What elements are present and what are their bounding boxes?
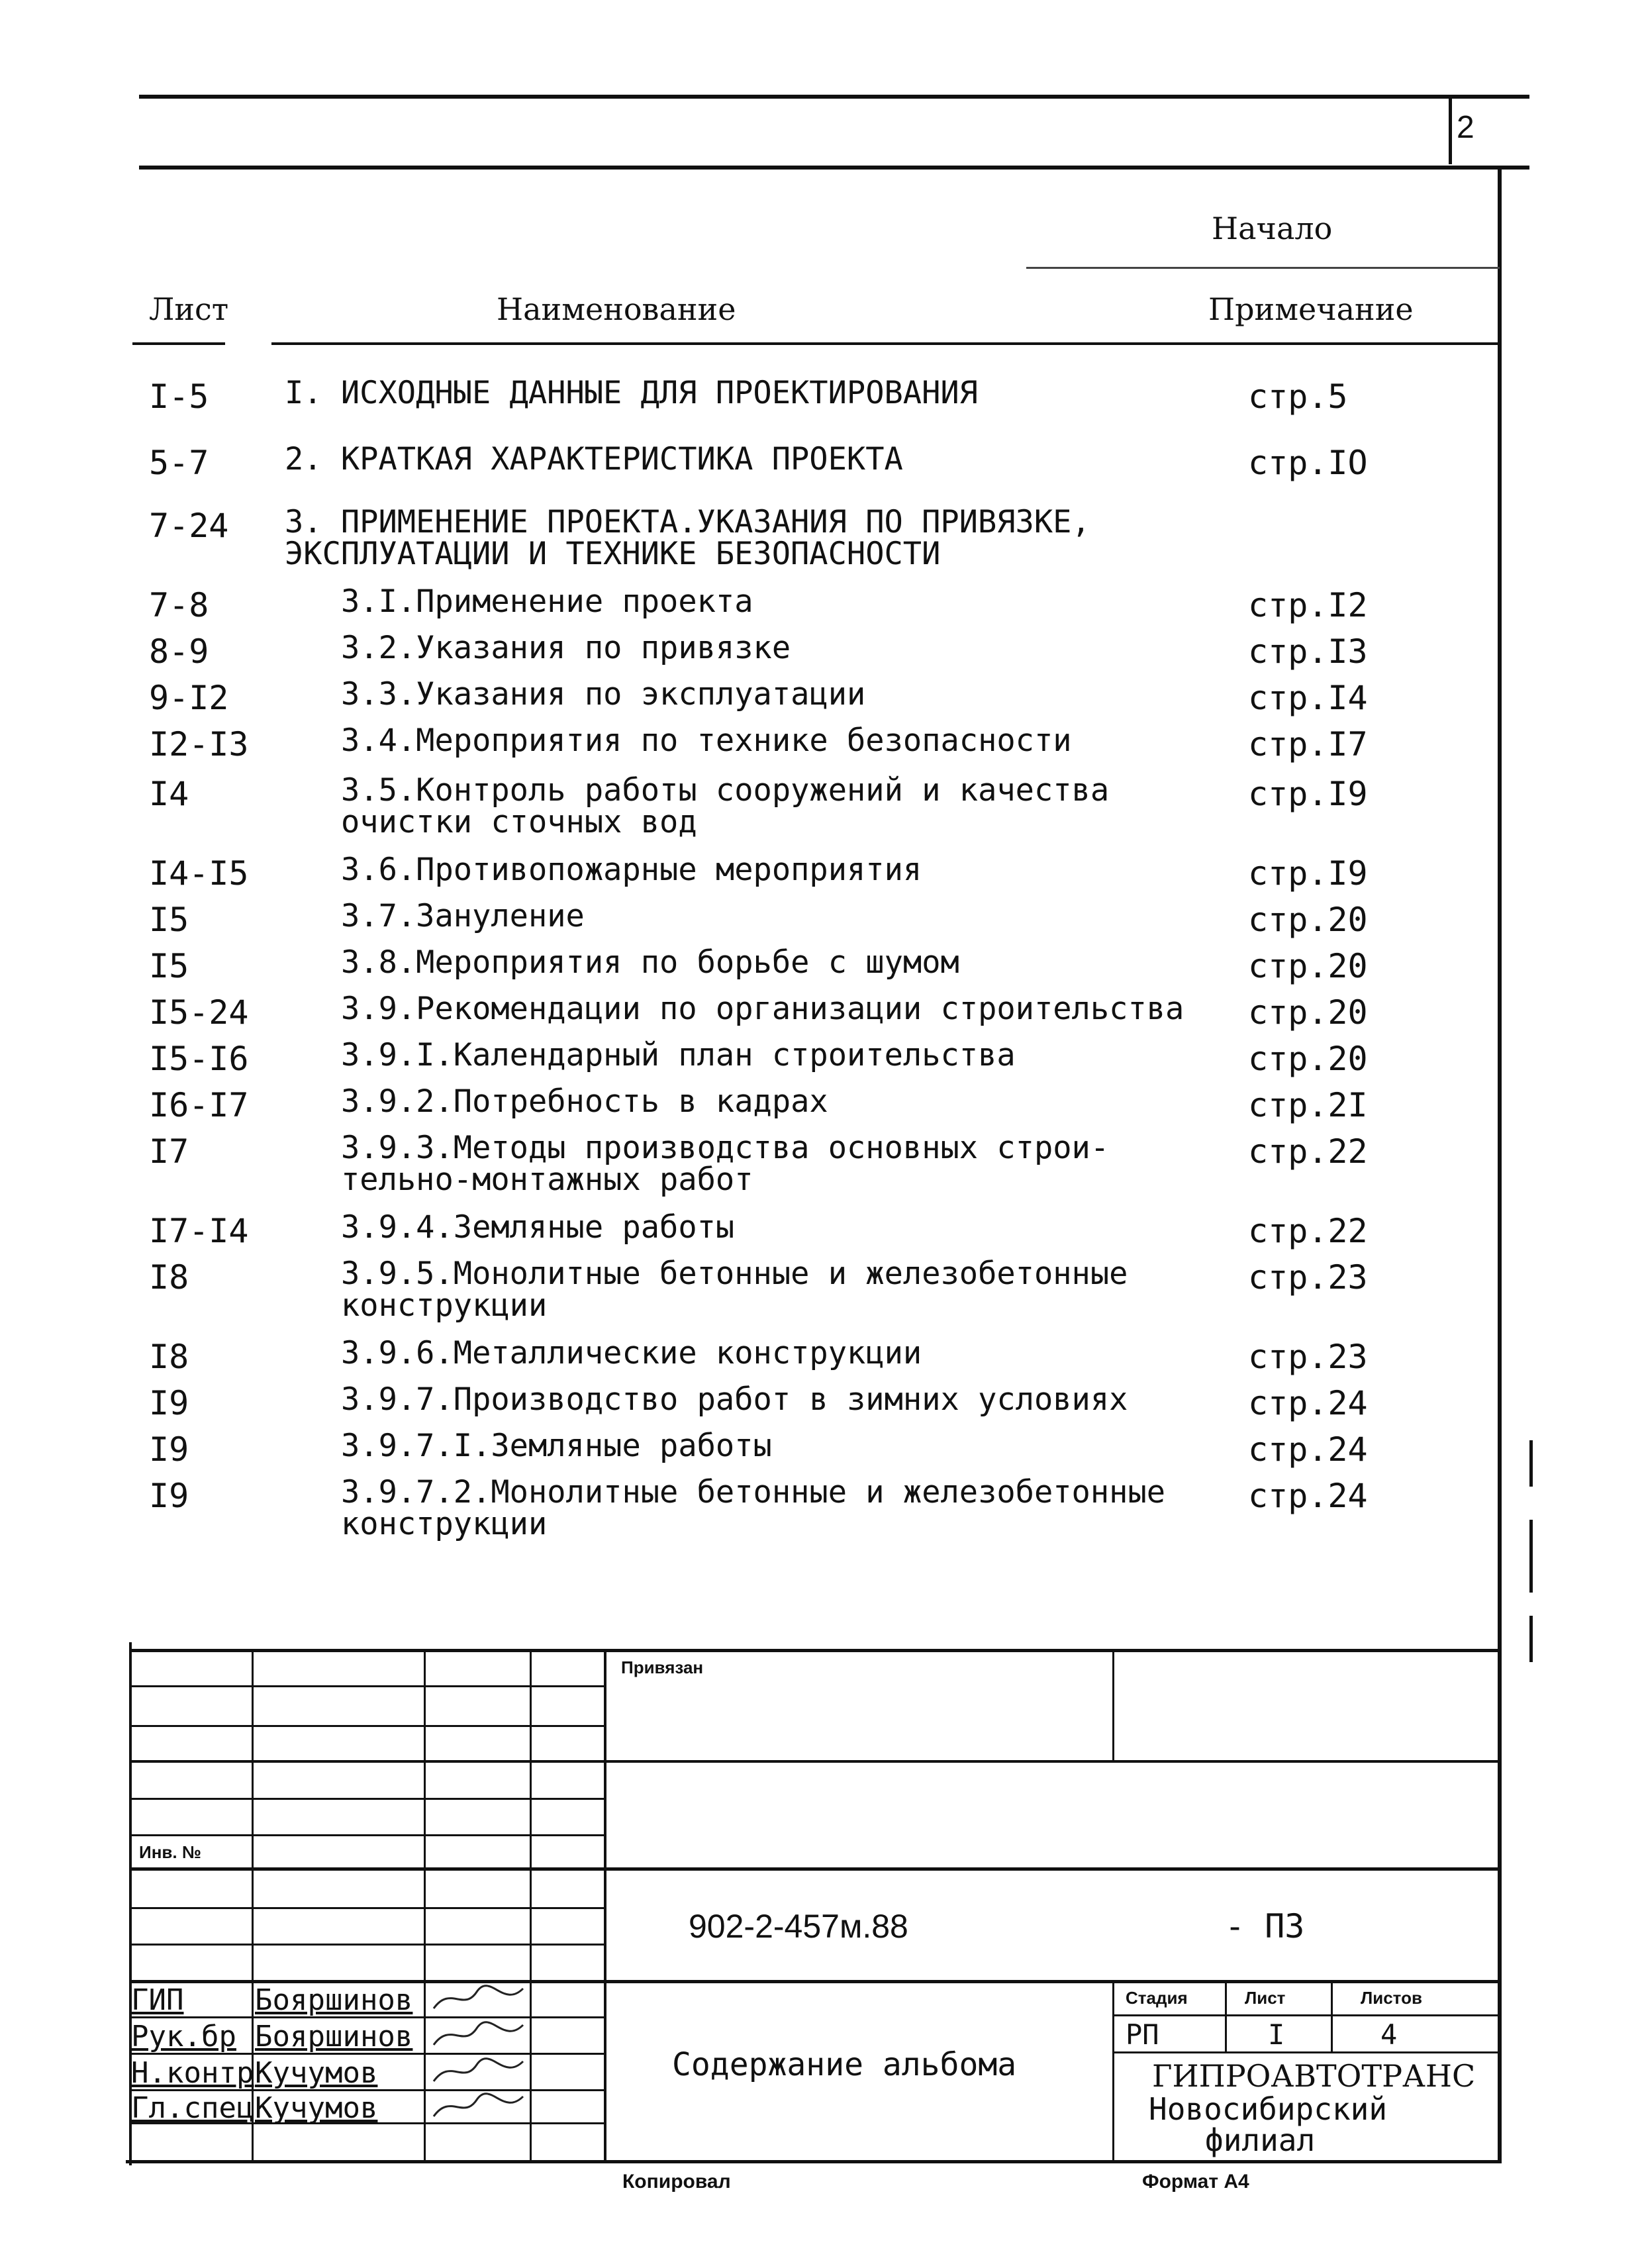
toc-title: I. ИСХОДНЫЕ ДАННЫЕ ДЛЯ ПРОЕКТИРОВАНИЯ	[285, 375, 978, 411]
sheet-label: Лист	[1245, 1988, 1286, 2008]
toc-row	[0, 441, 1496, 490]
margin-mark	[1529, 1616, 1533, 1662]
toc-title: 3.9.3.Методы производства основных строи- тельно-монтажных работ	[341, 1130, 1110, 1198]
stage-value: РП	[1126, 2018, 1159, 2051]
toc-page-ref: стр.I4	[1248, 679, 1368, 717]
toc-page-ref: стр.22	[1248, 1212, 1368, 1250]
toc-sheet-range: I7-I4	[149, 1212, 249, 1250]
page-number: 2	[1457, 110, 1474, 145]
toc-page-ref: стр.IO	[1248, 444, 1368, 482]
toc-row	[0, 1256, 1496, 1324]
toc-sheet-range: I8	[149, 1258, 189, 1297]
toc-row	[0, 1037, 1496, 1086]
toc-sheet-range: I9	[149, 1384, 189, 1422]
toc-page-ref: стр.5	[1248, 377, 1348, 416]
toc-row	[0, 676, 1496, 725]
approval-role: Гл.спец	[131, 2091, 254, 2125]
toc-row	[0, 993, 1496, 1040]
toc-row	[0, 854, 1496, 901]
approval-role: Рук.бр	[131, 2020, 236, 2053]
toc-sheet-range: I6-I7	[149, 1086, 249, 1124]
document-code: - ПЗ	[1225, 1907, 1305, 1946]
toc-row	[0, 1381, 1496, 1430]
toc-title: 3.9.7.2.Монолитные бетонные и железобетонные конструкции	[341, 1474, 1166, 1542]
bound-label: Привязан	[621, 1657, 704, 1677]
toc-title: 3.I.Применение проекта	[341, 583, 753, 620]
toc-title: 3.9.I.Календарный план строительства	[341, 1037, 1016, 1073]
organization-name: ГИПРОАВТОТРАНС	[1152, 2058, 1476, 2094]
toc-row	[0, 944, 1496, 993]
toc-page-ref: стр.I9	[1248, 854, 1368, 893]
toc-row	[0, 1474, 1496, 1542]
toc-sheet-range: I9	[149, 1477, 189, 1515]
column-header-sheet: Лист	[149, 291, 229, 327]
toc-title: 3.9.2.Потребность в кадрах	[341, 1083, 828, 1120]
toc-title: 3.5.Контроль работы сооружений и качества очистки сточных вод	[341, 772, 1110, 840]
signature-scribble	[430, 2090, 530, 2130]
continuation-label: Начало	[1212, 211, 1333, 246]
toc-row	[0, 583, 1496, 632]
toc-sheet-range: I2-I3	[149, 725, 249, 764]
toc-sheet-range: 9-I2	[149, 679, 229, 717]
sheets-label: Листов	[1361, 1988, 1422, 2008]
stage-label: Стадия	[1126, 1988, 1188, 2008]
toc-sheet-range: I4	[149, 775, 189, 813]
toc-sheet-range: I7	[149, 1132, 189, 1171]
toc-page-ref: стр.24	[1248, 1477, 1368, 1515]
approval-name: Кучумов	[255, 2056, 378, 2090]
toc-title: 3.4.Мероприятия по технике безопасности	[341, 722, 1072, 759]
toc-title: 3.9.Рекомендации по организации строительства	[341, 991, 1184, 1027]
toc-row	[0, 1209, 1496, 1258]
sheet-title: Содержание альбома	[672, 2046, 1017, 2083]
toc-sheet-range: I9	[149, 1430, 189, 1469]
margin-mark	[1529, 1520, 1533, 1593]
toc-title: 3.9.4.Земляные работы	[341, 1209, 735, 1246]
toc-title: 3. ПРИМЕНЕНИЕ ПРОЕКТА.УКАЗАНИЯ ПО ПРИВЯЗКЕ, ЭКСПЛУАТАЦИИ И ТЕХНИКЕ БЕЗОПАСНОСТИ	[285, 504, 1090, 572]
column-header-rule-short	[132, 342, 225, 345]
toc-page-ref: стр.24	[1248, 1430, 1368, 1469]
continuation-rule	[1026, 267, 1500, 269]
toc-title: 3.2.Указания по привязке	[341, 630, 791, 666]
toc-sheet-range: 5-7	[149, 444, 209, 482]
inventory-label: Инв. №	[139, 1842, 201, 1862]
toc-title: 3.3.Указания по эксплуатации	[341, 676, 866, 713]
toc-title: 3.7.Зануление	[341, 898, 585, 934]
toc-row	[0, 504, 1496, 572]
toc-sheet-range: 8-9	[149, 632, 209, 671]
page-number-box-left	[1449, 95, 1452, 164]
toc-row	[0, 632, 1496, 679]
column-header-name: Наименование	[497, 291, 736, 327]
toc-row	[0, 1130, 1496, 1198]
approval-name: Кучумов	[255, 2091, 378, 2125]
toc-page-ref: стр.20	[1248, 1040, 1368, 1078]
sheets-value: 4	[1380, 2018, 1398, 2051]
signature-scribble	[430, 2055, 530, 2095]
sheet-value: I	[1268, 2018, 1285, 2051]
project-designation: 902-2-457м.88	[689, 1908, 908, 1945]
toc-page-ref: стр.I2	[1248, 586, 1368, 624]
top-border-line	[139, 95, 1529, 99]
toc-page-ref: стр.2I	[1248, 1086, 1368, 1124]
toc-page-ref: стр.I9	[1248, 775, 1368, 813]
toc-row	[0, 722, 1496, 771]
organization-branch-suffix: филиал	[1205, 2122, 1316, 2158]
toc-sheet-range: I8	[149, 1338, 189, 1376]
toc-page-ref: стр.I3	[1248, 632, 1368, 671]
toc-sheet-range: 7-8	[149, 586, 209, 624]
margin-mark	[1529, 1440, 1533, 1487]
signature-scribble	[430, 1982, 530, 2022]
toc-page-ref: стр.22	[1248, 1132, 1368, 1171]
toc-page-ref: стр.23	[1248, 1258, 1368, 1297]
format-label: Формат А4	[1142, 2171, 1249, 2193]
toc-row	[0, 377, 1496, 424]
copied-label: Копировал	[622, 2171, 731, 2193]
toc-title: 3.9.7.Производство работ в зимних условиях	[341, 1381, 1128, 1418]
organization-branch: Новосибирский	[1149, 2091, 1388, 2127]
toc-sheet-range: I5	[149, 901, 189, 939]
toc-page-ref: стр.I7	[1248, 725, 1368, 764]
toc-title: 3.6.Противопожарные мероприятия	[341, 852, 922, 888]
toc-sheet-range: I5	[149, 947, 189, 985]
toc-title: 3.9.7.I.Земляные работы	[341, 1428, 772, 1464]
right-frame-line	[1498, 166, 1502, 2162]
approval-role: Н.контр	[131, 2056, 254, 2090]
toc-row	[0, 772, 1496, 840]
toc-title: 2. КРАТКАЯ ХАРАКТЕРИСТИКА ПРОЕКТА	[285, 441, 903, 477]
column-header-note: Примечание	[1208, 291, 1414, 327]
toc-sheet-range: I5-24	[149, 993, 249, 1032]
toc-sheet-range: I-5	[149, 377, 209, 416]
toc-title: 3.9.5.Монолитные бетонные и железобетонные конструкции	[341, 1256, 1128, 1324]
toc-page-ref: стр.24	[1248, 1384, 1368, 1422]
toc-sheet-range: 7-24	[149, 507, 229, 545]
toc-row	[0, 1083, 1496, 1132]
toc-page-ref: стр.20	[1248, 993, 1368, 1032]
approval-name: Бояршинов	[255, 2020, 413, 2053]
toc-sheet-range: I5-I6	[149, 1040, 249, 1078]
toc-page-ref: стр.20	[1248, 947, 1368, 985]
approval-role: ГИП	[131, 1983, 184, 2017]
toc-title: 3.8.Мероприятия по борьбе с шумом	[341, 944, 959, 981]
column-header-rule	[271, 342, 1500, 345]
toc-page-ref: стр.23	[1248, 1338, 1368, 1376]
header-rule	[139, 166, 1529, 170]
toc-row	[0, 898, 1496, 947]
toc-row	[0, 1335, 1496, 1384]
toc-title: 3.9.6.Металлические конструкции	[341, 1335, 922, 1371]
signature-scribble	[430, 2018, 530, 2058]
toc-sheet-range: I4-I5	[149, 854, 249, 893]
toc-page-ref: стр.20	[1248, 901, 1368, 939]
toc-row	[0, 1430, 1496, 1477]
approval-name: Бояршинов	[255, 1983, 413, 2017]
